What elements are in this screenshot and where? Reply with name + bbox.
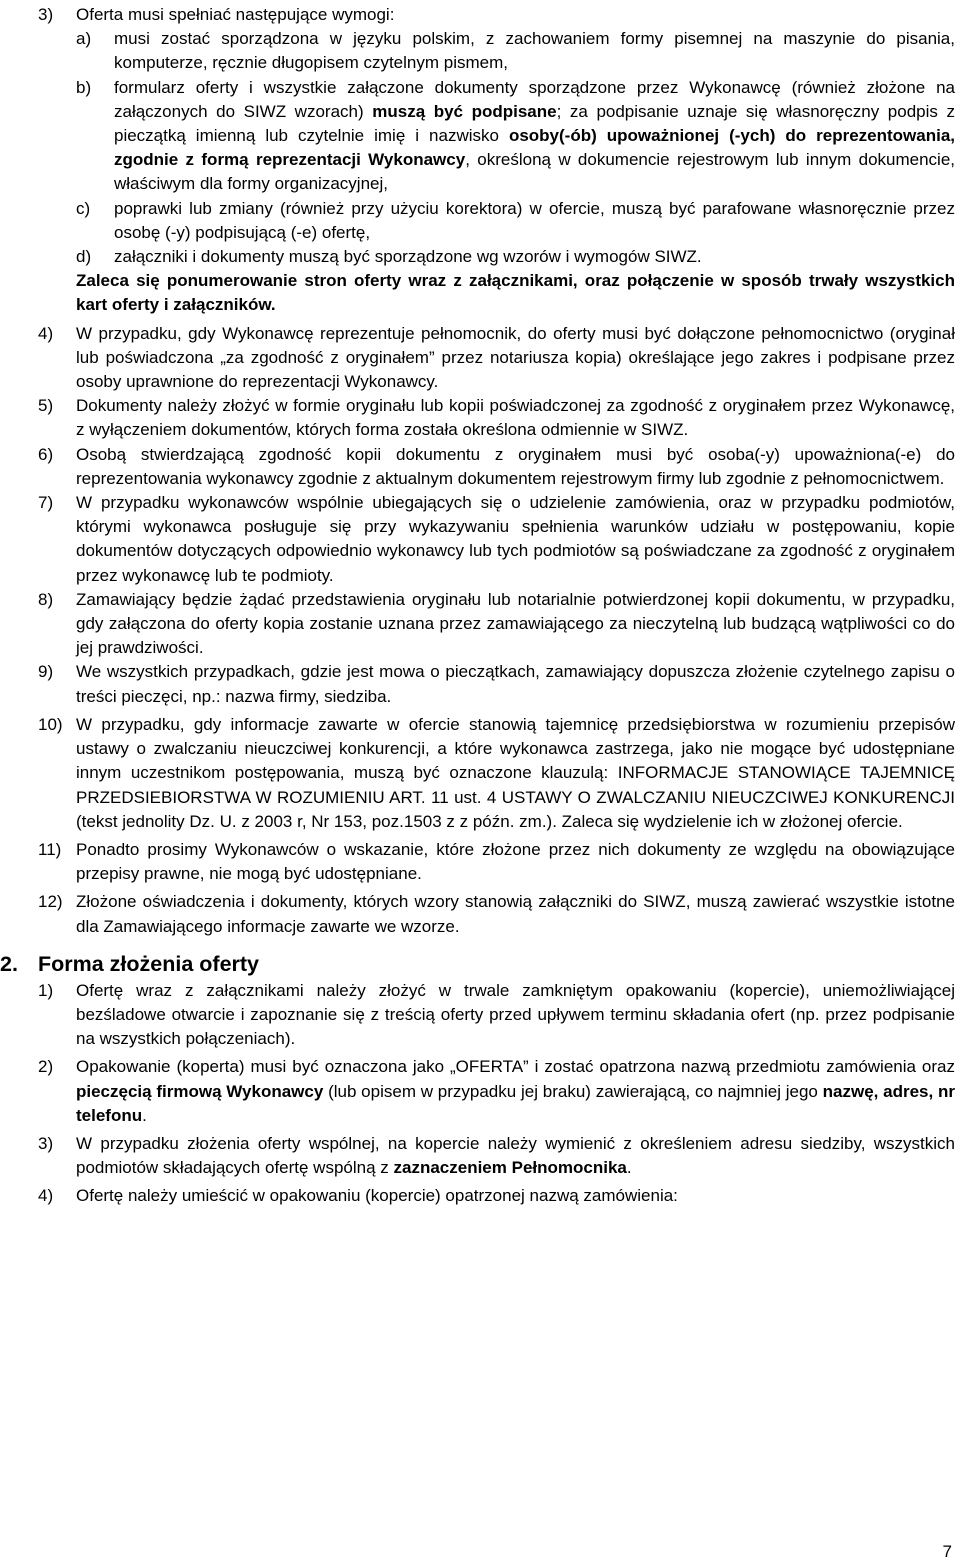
text-run: , określoną w dokumencie rejestrowym lub innym dokumencie, właściwym dla formy organizacyjnej, bbox=[114, 150, 956, 194]
item-text: W przypadku wykonawców wspólnie ubiegających się o udzielenie zamówienia, oraz w przypadku podmiotów, którymi wykonawca posługuje się przy wykazywaniu spełnienia warunków udziału w postępowaniu, kopie dokumentów dotyczących odpowiednio wykonawcy lub tych podmiotów są poświadczane za zgodność z oryginałem przez wykonawcę lub te podmioty. bbox=[76, 493, 955, 585]
subitem-c bbox=[76, 197, 955, 245]
item-number: 3) bbox=[38, 5, 54, 24]
item-number: 4) bbox=[38, 323, 54, 343]
document-page bbox=[0, 3, 956, 1209]
bold-text: osoby(-ób) upoważnionej (-ych) do reprezentowania, zgodnie z formą reprezentacji Wykonawcy bbox=[114, 126, 955, 170]
item-number: 5) bbox=[38, 396, 54, 416]
item-text: W przypadku, gdy Wykonawcę reprezentuje pełnomocnik, do oferty musi być dołączone pełnomocnictwo (oryginał lub poświadczona „za zgodność z oryginałem” przez notariusza kopia) określające jego zakres i podpisane przez osoby uprawnione do reprezentacji Wykonawcy. bbox=[76, 323, 955, 392]
item-text: Zamawiający będzie żądać przedstawienia oryginału lub notarialnie potwierdzonej kopii dokumentu, w przypadku, gdy załączona do oferty kopia zostanie uznana przez zamawiającego za nieczytelną lub budzącą wątpliwości co do jej prawdziwości. bbox=[76, 589, 955, 658]
item-text: W przypadku, gdy informacje zawarte w ofercie stanowią tajemnicę przedsiębiorstwa w rozumieniu przepisów ustawy o zwalczaniu nieuczciwej konkurencji, a które wykonawca zastrzega, jako nie mogące być udostępniane innym uczestnikom postępowania, muszą być oznaczone klauzulą: INFORMACJE STANOWIĄCE TAJEMNICĘ PRZEDSIEBIORSTWA W ROZUMIENIU ART. 11 ust. 4 USTAWY O ZWALCZANIU NIEUCZCIWEJ KONKURENCJI (tekst jednolity Dz. U. z 2003 r, Nr 153, poz.1503 z z późn. zm.). Zaleca się wydzielenie ich w złożonej ofercie. bbox=[76, 714, 955, 831]
subitem-text: załączniki i dokumenty muszą być sporządzone wg wzorów i wymogów SIWZ. bbox=[114, 247, 702, 267]
subitem-text bbox=[114, 76, 955, 197]
list-item-3 bbox=[38, 3, 955, 318]
page-number: 7 bbox=[942, 1542, 952, 1561]
item-text: Ofertę należy umieścić w opakowaniu (kopercie) opatrzonej nazwą zamówienia: bbox=[76, 1186, 678, 1206]
section-item-4 bbox=[38, 1184, 955, 1208]
section-title: Forma złożenia oferty bbox=[38, 951, 260, 976]
recommendation-note: Zaleca się ponumerowanie stron oferty wraz z załącznikami, oraz połączenie w sposób trwały wszystkich kart oferty i załączników. bbox=[76, 271, 955, 315]
section-number: 2. bbox=[0, 951, 18, 976]
item-number: 2) bbox=[38, 1057, 54, 1077]
item-text: Złożone oświadczenia i dokumenty, których wzory stanowią załączniki do SIWZ, muszą zawierać wszystkie istotne dla Zamawiającego informacje zawarte we wzorze. bbox=[76, 892, 955, 936]
subitem-letter: a) bbox=[76, 29, 92, 49]
item-text: We wszystkich przypadkach, gdzie jest mowa o pieczątkach, zamawiający dopuszcza złożenie czytelnego zapisu o treści pieczęci, np.: nazwa firmy, siedziba. bbox=[76, 662, 955, 706]
item-number: 4) bbox=[38, 1186, 54, 1206]
section-item-2 bbox=[38, 1055, 955, 1128]
item-text: Ofertę wraz z załącznikami należy złożyć w trwale zamkniętym opakowaniu (kopercie), uniemożliwiającej bezśladowe otwarcie i zapoznanie się z treścią oferty przed upływem terminu składania ofert (np. przez podpisanie na wszystkich połączeniach). bbox=[76, 980, 955, 1049]
section-item-1 bbox=[38, 979, 955, 1052]
subitem-letter: d) bbox=[76, 247, 92, 267]
item-text: Dokumenty należy złożyć w formie oryginału lub kopii poświadczonej za zgodność z oryginałem przez Wykonawcę, z wyłączeniem dokumentów, których forma została określona odmiennie w SIWZ. bbox=[76, 396, 955, 440]
item-text: Ponadto prosimy Wykonawców o wskazanie, które złożone przez nich dokumenty ze względu na obowiązujące przepisy prawne, nie mogą być udostępniane. bbox=[76, 839, 955, 884]
list-item-4 bbox=[38, 322, 955, 395]
list-item-9 bbox=[38, 660, 955, 708]
list-item-7 bbox=[38, 491, 955, 588]
item-number: 6) bbox=[38, 444, 54, 464]
list-item-11 bbox=[38, 838, 955, 886]
list-item-10 bbox=[38, 713, 955, 834]
subitem-letter: c) bbox=[76, 198, 91, 218]
bold-text: nazwę, adres, nr telefonu bbox=[76, 1081, 955, 1125]
subitem-letter: b) bbox=[76, 77, 92, 97]
text-run: formularz oferty i wszystkie załączone dokumenty sporządzone przez Wykonawcę (również złożone na załączonych do SIWZ wzorach) bbox=[114, 77, 955, 121]
subitem-text: musi zostać sporządzona w języku polskim, z zachowaniem formy pisemnej na maszynie do pisania, komputerze, ręcznie długopisem czytelnym pismem, bbox=[114, 29, 955, 73]
list-item-6 bbox=[38, 443, 955, 491]
item-number: 8) bbox=[38, 589, 54, 609]
item-number: 11) bbox=[38, 839, 62, 859]
item-number: 3) bbox=[38, 1133, 54, 1153]
text-run: Opakowanie (koperta) musi być oznaczona jako „OFERTA” i zostać opatrzona nazwą przedmiotu zamówienia oraz bbox=[76, 1057, 955, 1077]
subitem-text: poprawki lub zmiany (również przy użyciu korektora) w ofercie, muszą być parafowane własnoręcznie przez osobę (-y) podpisującą (-e) ofertę, bbox=[114, 198, 955, 242]
item-number: 12) bbox=[38, 892, 63, 912]
item-number: 1) bbox=[38, 980, 54, 1000]
bold-text: pieczęcią firmową Wykonawcy bbox=[76, 1081, 324, 1101]
bold-text: zaznaczeniem Pełnomocnika bbox=[393, 1158, 627, 1178]
list-item-8 bbox=[38, 588, 955, 661]
subitem-a bbox=[76, 27, 955, 75]
text-run: W przypadku złożenia oferty wspólnej, na kopercie należy wymienić z określeniem adresu siedziby, wszystkich podmiotów składających ofertę wspólną z bbox=[76, 1133, 955, 1178]
section-heading bbox=[0, 949, 955, 979]
list-item-5 bbox=[38, 394, 955, 442]
item-text bbox=[76, 1132, 955, 1180]
text-run: ; za podpisanie uznaje się własnoręczny podpis z pieczątką imienną lub czytelnie imię i nazwisko bbox=[114, 101, 955, 146]
subitem-b bbox=[76, 76, 955, 197]
item-number: 7) bbox=[38, 493, 54, 513]
item-number: 10) bbox=[38, 714, 63, 734]
section-item-3 bbox=[38, 1132, 955, 1180]
bold-text: muszą być podpisane bbox=[372, 101, 557, 121]
item-number: 9) bbox=[38, 662, 54, 682]
item-text: Osobą stwierdzającą zgodność kopii dokumentu z oryginałem musi być osoba(-y) upoważniona(-e) do reprezentowania wykonawcy zgodnie z aktualnym dokumentem rejestrowym firmy lub zgodnie z pełnomocnictwem. bbox=[76, 444, 955, 488]
text-run: . bbox=[142, 1105, 147, 1125]
item-text bbox=[76, 1055, 955, 1128]
item-intro: Oferta musi spełniać następujące wymogi: bbox=[76, 5, 395, 24]
list-item-12 bbox=[38, 890, 955, 938]
text-run: . bbox=[626, 1158, 632, 1178]
text-run: (lub opisem w przypadku jej braku) zawierającą, co najmniej jego bbox=[323, 1081, 823, 1101]
subitem-d bbox=[76, 245, 955, 269]
